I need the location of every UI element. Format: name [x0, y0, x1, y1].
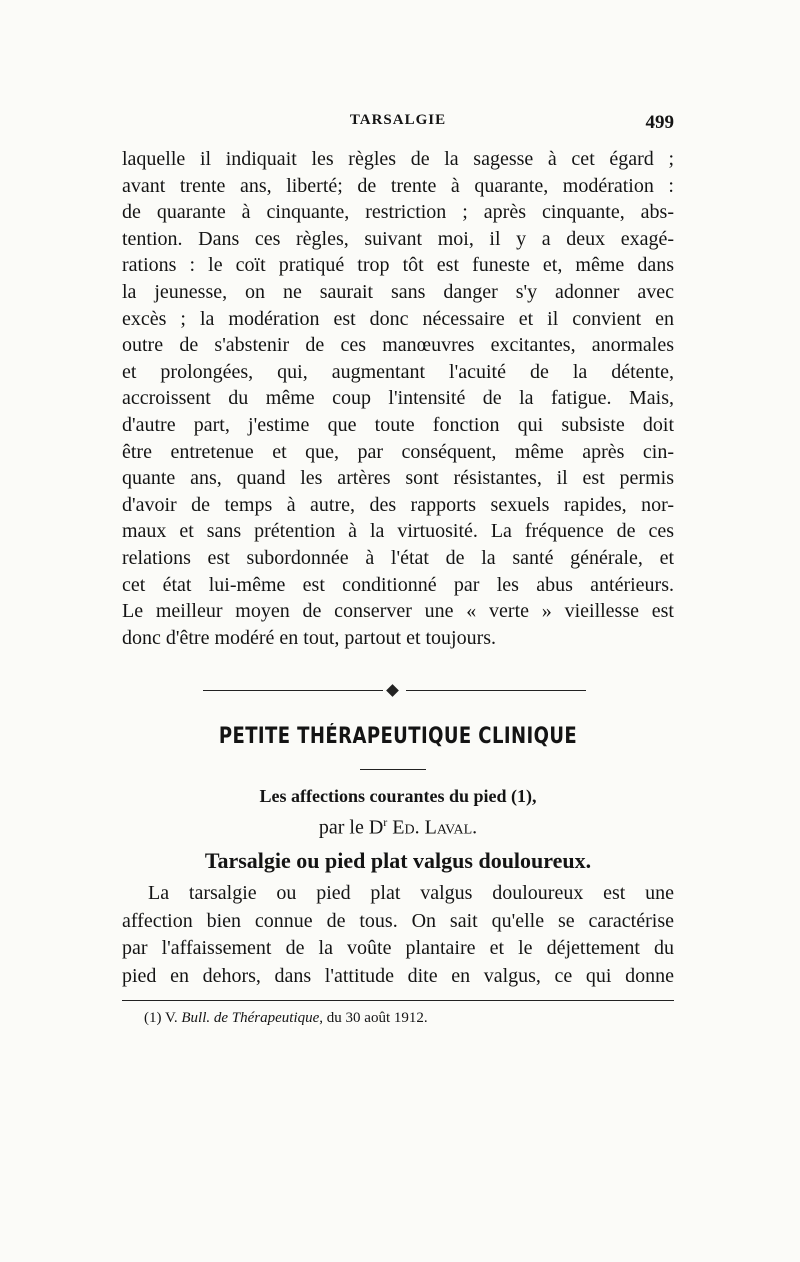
- body-line: excès ; la modération est donc nécessaire et il convient en: [122, 307, 674, 330]
- article-title: Les affections courantes du pied (1),: [259, 786, 537, 806]
- body-line: maux et sans prétention à la virtuosité. La fréquence de ces: [122, 520, 674, 543]
- article-line: La tarsalgie ou pied plat valgus douloureux est une: [148, 882, 674, 904]
- article-line: pied en dehors, dans l'attitude dite en valgus, ce qui donne: [122, 964, 674, 987]
- diamond-icon: [386, 684, 399, 697]
- article-line: affection bien connue de tous. On sait qu'elle se caractérise: [122, 909, 674, 932]
- body-line: tention. Dans ces règles, suivant moi, il y a deux exagé-: [122, 227, 674, 250]
- body-line: d'avoir de temps à autre, des rapports sexuels rapides, nor-: [122, 493, 674, 516]
- footnote-suffix: , du 30 août 1912.: [319, 1010, 428, 1026]
- body-line: d'autre part, j'estime que toute fonction qui subsiste doit: [122, 413, 674, 436]
- body-line: être entretenue et que, par conséquent, même après cin-: [122, 440, 674, 463]
- running-head: [122, 112, 674, 138]
- footnote-rule: [122, 1000, 674, 1001]
- page-number: 499: [645, 112, 674, 133]
- body-paragraph: [122, 146, 674, 651]
- body-line: cet état lui-même est conditionné par les abus antérieurs.: [122, 573, 674, 596]
- byline: [122, 815, 674, 840]
- body-line: quante ans, quand les artères sont résistantes, il est permis: [122, 467, 674, 490]
- running-title: TARSALGIE: [349, 112, 447, 128]
- body-line: rations : le coït pratiqué trop tôt est funeste et, même dans: [122, 254, 674, 277]
- body-line: relations est subordonnée à l'état de la santé générale, et: [122, 546, 674, 569]
- body-line: de quarante à cinquante, restriction ; après cinquante, abs-: [122, 201, 674, 224]
- body-line: avant trente ans, liberté; de trente à quarante, modération :: [122, 174, 674, 197]
- body-line: laquelle il indiquait les règles de la sagesse à cet égard ;: [122, 148, 674, 170]
- body-line: et prolongées, qui, augmentant l'acuité de la détente,: [122, 360, 674, 383]
- byline-prefix: par le D: [318, 816, 384, 839]
- body-line: Le meilleur moyen de conserver une « verte » vieillesse est: [122, 600, 674, 623]
- body-line: accroissent du même coup l'intensité de la fatigue. Mais,: [122, 387, 674, 410]
- article-line: par l'affaissement de la voûte plantaire et le déjettement du: [122, 937, 674, 959]
- body-line: donc d'être modéré en tout, partout et toujours.: [122, 626, 497, 649]
- footnote-journal: Bull. de Thérapeutique: [181, 1010, 320, 1026]
- footnote-prefix: (1) V.: [144, 1010, 182, 1026]
- author-name: Ed. Laval.: [392, 816, 478, 839]
- title-divider: [360, 769, 426, 770]
- ornament-rule-left: [203, 690, 383, 691]
- ornament-rule-right: [406, 690, 586, 691]
- footnote: [144, 1010, 428, 1027]
- body-line: outre de s'abstenir de ces manœuvres excitantes, anormales: [122, 334, 674, 357]
- section-ornament: [203, 685, 586, 697]
- subheading: Tarsalgie ou pied plat valgus douloureux.: [204, 848, 592, 873]
- section-title: PETITE THÉRAPEUTIQUE CLINIQUE: [218, 724, 578, 749]
- body-line: la jeunesse, on ne saurait sans danger s'y adonner avec: [122, 280, 674, 303]
- byline-superscript: r: [383, 815, 388, 829]
- article-paragraph: [122, 880, 674, 990]
